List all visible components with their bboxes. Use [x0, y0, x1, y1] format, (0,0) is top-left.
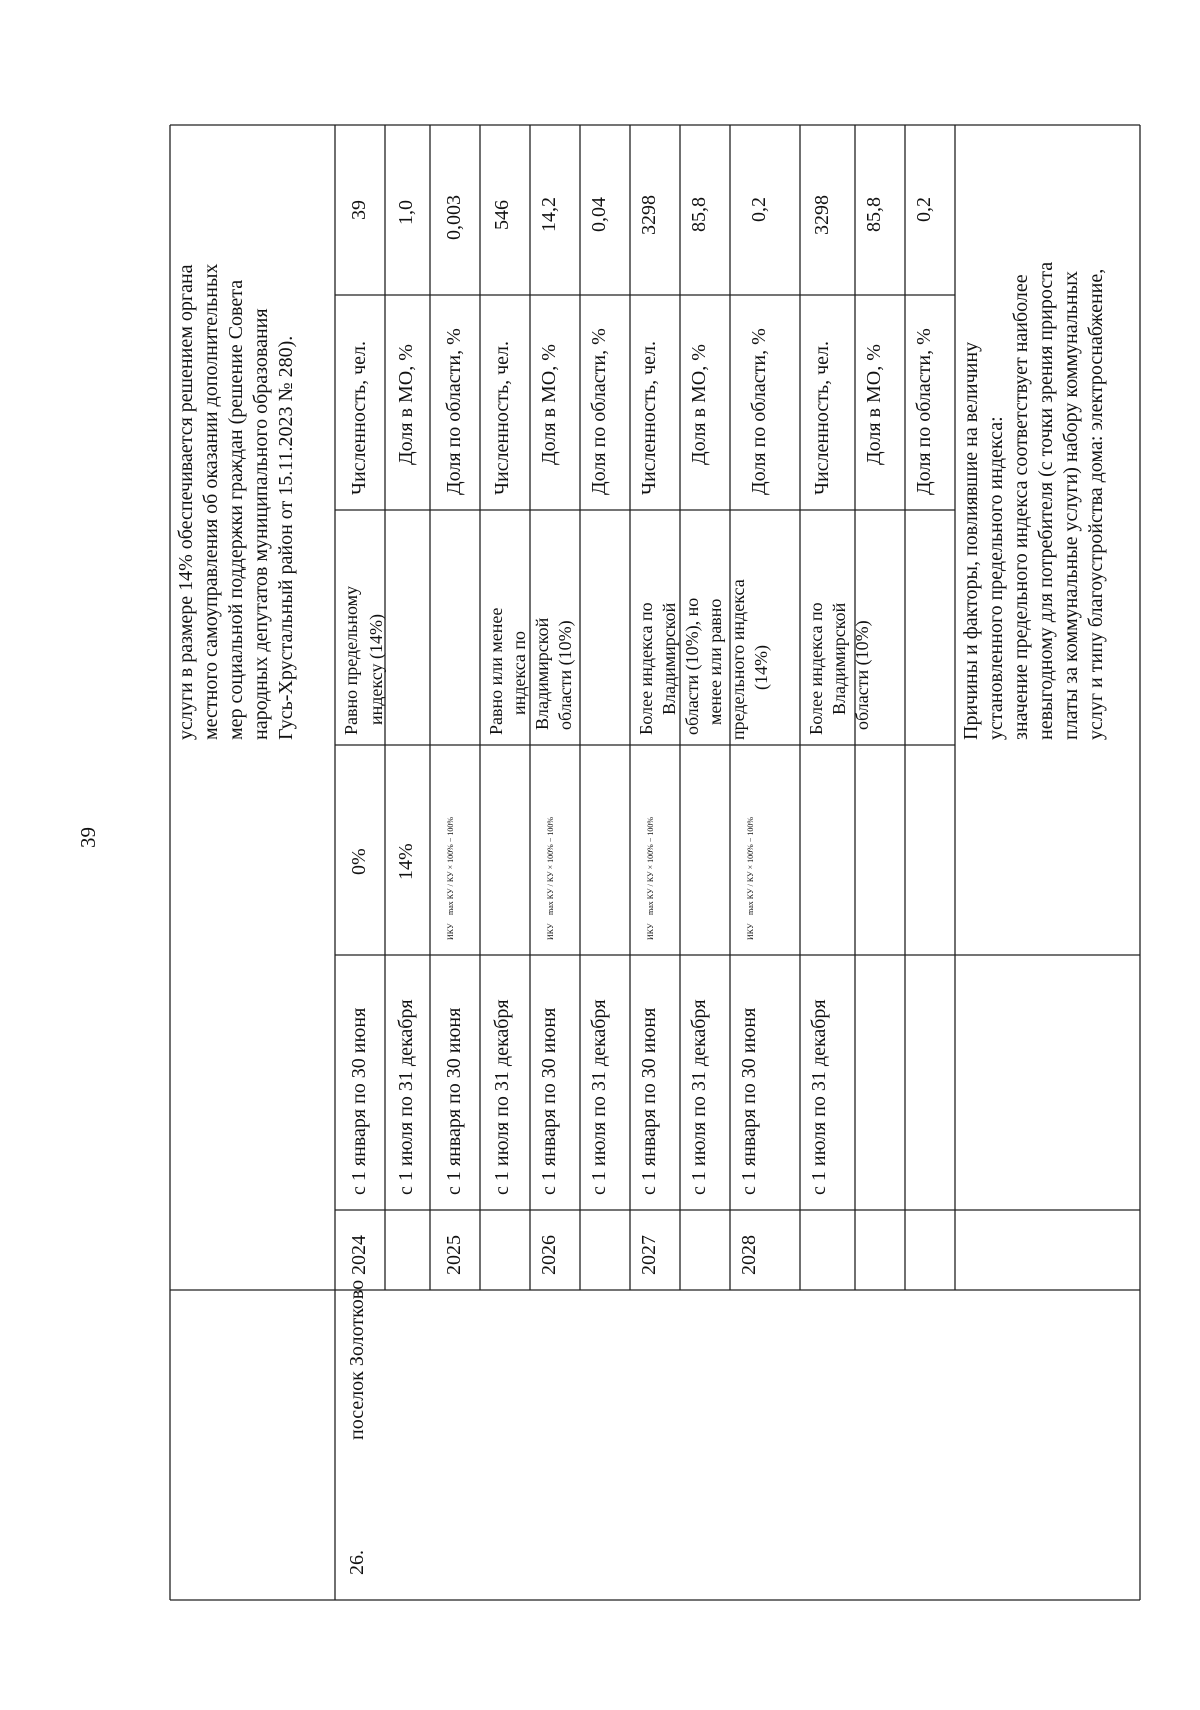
value-3-share-mo: 85,8	[688, 197, 710, 232]
label-share-mo-3: Доля в МО, %	[688, 344, 710, 465]
condition-3-line-4: менее или равно	[705, 598, 725, 725]
bottom-paragraph-line-6: услуг и типу благоустройства дома: электроснабжение,	[1085, 268, 1107, 740]
formula-lhs: ИКУ	[746, 923, 755, 940]
period-2026-h1: с 1 января по 30 июня	[538, 1007, 560, 1195]
year-2028: 2028	[738, 1235, 760, 1275]
bottom-paragraph-line-3: значение предельного индекса соответствует наиболее	[1010, 274, 1032, 740]
top-paragraph-line-5: Гусь-Хрустальный район от 15.11.2023 № 280).	[275, 335, 297, 740]
condition-3-line-5: предельного индекса	[728, 579, 748, 740]
value-4-share-mo: 85,8	[863, 197, 885, 232]
condition-4-line-3: области (10%)	[852, 620, 872, 730]
period-2024-h2: с 1 июля по 31 декабря	[395, 999, 417, 1195]
condition-3-line-6: (14%)	[751, 645, 771, 690]
formula-2026	[546, 817, 555, 940]
bottom-paragraph-line-4: невыгодному для потребителя (с точки зрения прироста	[1035, 261, 1057, 740]
bottom-paragraph	[960, 262, 1107, 740]
condition-2	[486, 608, 576, 735]
label-count-1: Численность, чел.	[348, 341, 370, 495]
formula-rhs: max КУ / КУ × 100% − 100%	[546, 816, 555, 915]
formula-lhs: ИКУ	[546, 923, 555, 940]
condition-4-line-1: Более индекса по	[806, 602, 826, 735]
label-share-mo-1: Доля в МО, %	[395, 344, 417, 465]
condition-2-line-2: индекса по	[509, 630, 529, 715]
condition-4-line-2: Владимирской	[829, 602, 849, 715]
formula-lhs: ИКУ	[446, 923, 455, 940]
value-2-share-mo: 14,2	[538, 197, 560, 232]
value-1-count: 39	[348, 200, 370, 220]
formula-2027	[646, 817, 655, 940]
top-paragraph-line-3: мер социальной поддержки граждан (решение Совета	[225, 279, 247, 740]
value-3-share-region: 0,2	[748, 197, 770, 222]
index-2024-h1: 0%	[348, 848, 370, 875]
metric-labels	[348, 328, 935, 495]
formula-2025	[446, 817, 455, 940]
value-2-count: 546	[491, 200, 513, 230]
top-paragraph	[175, 264, 297, 740]
formula-2028	[746, 817, 755, 940]
condition-1-line-2: индексу (14%)	[366, 614, 386, 725]
label-share-region-2: Доля по области, %	[588, 328, 610, 495]
period-2028-h1: с 1 января по 30 июня	[738, 1007, 760, 1195]
label-share-mo-4: Доля в МО, %	[863, 344, 885, 465]
period-2025-h1: с 1 января по 30 июня	[443, 1007, 465, 1195]
period-2025-h2: с 1 июля по 31 декабря	[491, 999, 513, 1195]
condition-1	[341, 586, 387, 735]
formula-rhs: max КУ / КУ × 100% − 100%	[746, 816, 755, 915]
condition-3-line-3: области (10%), но	[682, 597, 702, 735]
period-2028-h2: с 1 июля по 31 декабря	[808, 999, 830, 1195]
bottom-paragraph-line-1: Причины и факторы, повлиявшие на величину	[960, 341, 982, 740]
condition-3-line-2: Владимирской	[659, 602, 679, 715]
label-count-3: Численность, чел.	[638, 341, 660, 495]
label-count-2: Численность, чел.	[491, 341, 513, 495]
condition-2-line-1: Равно или менее	[486, 607, 506, 735]
value-2-share-region: 0,04	[588, 197, 610, 232]
value-4-count: 3298	[811, 195, 833, 235]
top-paragraph-line-2: местного самоуправления об оказании дополнительных	[200, 263, 222, 740]
label-share-region-4: Доля по области, %	[913, 328, 935, 495]
period-2024-h1: с 1 января по 30 июня	[348, 1007, 370, 1195]
top-paragraph-line-1: услуги в размере 14% обеспечивается решением органа	[175, 264, 197, 740]
value-3-count: 3298	[638, 195, 660, 235]
year-2024: 2024	[348, 1235, 370, 1275]
condition-3	[636, 579, 772, 740]
condition-2-line-4: области (10%)	[555, 620, 575, 730]
label-share-region-3: Доля по области, %	[748, 328, 770, 495]
period-2027-h1: с 1 января по 30 июня	[638, 1007, 660, 1195]
label-share-region-1: Доля по области, %	[443, 328, 465, 495]
metric-values	[348, 195, 935, 240]
value-1-share-region: 0,003	[443, 195, 465, 240]
condition-1-line-1: Равно предельному	[341, 585, 361, 735]
row-number: 26.	[346, 1550, 368, 1575]
bottom-paragraph-line-2: установленного предельного индекса:	[985, 416, 1007, 740]
periods	[348, 999, 830, 1195]
year-2025: 2025	[443, 1235, 465, 1275]
year-2027: 2027	[638, 1235, 660, 1275]
bottom-paragraph-line-5: платы за коммунальные услуги) набору коммунальных	[1060, 270, 1082, 740]
year-2026: 2026	[538, 1235, 560, 1275]
formula-lhs: ИКУ	[646, 923, 655, 940]
index-2024-h2: 14%	[395, 843, 417, 880]
top-paragraph-line-4: народных депутатов муниципального образования	[250, 308, 272, 740]
condition-4	[806, 602, 873, 735]
value-1-share-mo: 1,0	[395, 200, 417, 225]
page-number: 39	[76, 827, 100, 848]
label-count-4: Численность, чел.	[811, 341, 833, 495]
settlement-name: поселок Золотково	[346, 1279, 368, 1440]
formula-rhs: max КУ / КУ × 100% − 100%	[446, 816, 455, 915]
condition-2-line-3: Владимирской	[532, 617, 552, 730]
label-share-mo-2: Доля в МО, %	[538, 344, 560, 465]
period-2027-h2: с 1 июля по 31 декабря	[688, 999, 710, 1195]
period-2026-h2: с 1 июля по 31 декабря	[588, 999, 610, 1195]
condition-3-line-1: Более индекса по	[636, 602, 656, 735]
value-4-share-region: 0,2	[913, 197, 935, 222]
formula-rhs: max КУ / КУ × 100% − 100%	[646, 816, 655, 915]
